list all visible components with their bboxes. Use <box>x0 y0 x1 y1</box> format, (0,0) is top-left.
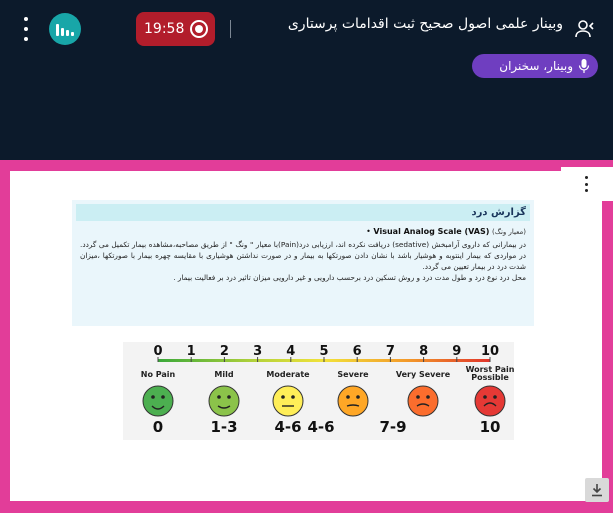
pain-face-label: No Pain <box>140 370 176 379</box>
pain-face-icon <box>143 386 173 416</box>
scale-number: 3 <box>253 344 263 359</box>
menu-icon[interactable] <box>18 17 34 41</box>
pain-face-icon <box>408 386 438 416</box>
pain-face-label: Moderate <box>266 370 310 379</box>
presentation-slide <box>10 171 602 501</box>
scale-number: 5 <box>319 344 329 359</box>
pain-face-icon <box>475 386 505 416</box>
presentation-stage <box>0 160 613 513</box>
pain-face-label: Worst Pain Possible <box>465 365 515 382</box>
pain-range-label: 4-6 <box>307 418 335 436</box>
pain-range-label: 10 <box>479 418 501 436</box>
top-bar <box>0 0 613 160</box>
header-divider <box>230 20 231 38</box>
pain-range-label: 1-3 <box>210 418 238 436</box>
scale-number: 2 <box>219 344 229 359</box>
scale-number: 8 <box>419 344 429 359</box>
more-vert-icon <box>585 176 589 192</box>
pain-face-icon <box>338 386 368 416</box>
mic-icon <box>578 58 590 74</box>
scale-number: 9 <box>452 344 462 359</box>
vas-title: Visual Analog Scale (VAS) <box>373 227 490 236</box>
scale-number: 1 <box>186 344 196 359</box>
stats-button[interactable] <box>49 13 81 45</box>
scale-number: 7 <box>385 344 395 359</box>
pain-scale <box>123 342 514 440</box>
pain-face-icon <box>209 386 239 416</box>
slide-options-button[interactable] <box>561 167 613 201</box>
scale-number: 4 <box>286 344 296 359</box>
scale-number: 0 <box>153 344 163 359</box>
role-badge-label: وبینار، سخنران <box>499 59 573 73</box>
report-heading: گزارش درد <box>76 204 530 221</box>
scale-number: 10 <box>480 344 500 359</box>
pain-face-label: Very Severe <box>395 370 451 379</box>
record-icon <box>190 20 208 38</box>
webinar-title: وبینار علمی اصول صحیح ثبت اقدامات پرستاری <box>287 16 563 32</box>
role-badge[interactable] <box>472 54 598 78</box>
pain-range-label: 4-6 <box>274 418 302 436</box>
pain-face-label: Severe <box>337 370 369 379</box>
pain-range-label: 0 <box>152 418 164 436</box>
recording-timer[interactable] <box>136 12 215 46</box>
pain-range-label: 7-9 <box>379 418 407 436</box>
scale-number: 6 <box>352 344 362 359</box>
vas-subtitle: (معیار ونگ) <box>491 228 526 236</box>
pain-report-box <box>72 200 534 326</box>
vas-line: • Visual Analog Scale (VAS) (معیار ونگ) <box>366 227 526 236</box>
download-icon <box>590 483 604 497</box>
people-icon[interactable] <box>573 17 597 41</box>
download-button[interactable] <box>585 478 609 502</box>
pain-face-label: Mild <box>214 370 234 379</box>
stats-icon <box>56 24 59 36</box>
report-body: در بیمارانی که داروی آرامبخش (sedative) دریافت نکرده اند، ارزیابی درد(Pain)با معیار " ونگ " از طریق مصاحبه،مشاهده بیمار تکمیل می گردد. در مواردی که بیمار اینتوبه و هوشیار باشد با نشان دادن صورتکها به بیمار و در صورت نداشتن هوشیاری با مقایسه چهره بیمار با صورتکها ،میزان شدت درد در بیمار تعیین می گردد. <box>80 240 527 271</box>
report-body-2: محل درد نوع درد و طول مدت درد و روش تسکین درد برحسب دارویی و غیر دارویی میزان تاثیر درد بر فعالیت بیمار . <box>173 273 526 282</box>
pain-face-icon <box>273 386 303 416</box>
timer-text: 19:58 <box>144 21 185 37</box>
